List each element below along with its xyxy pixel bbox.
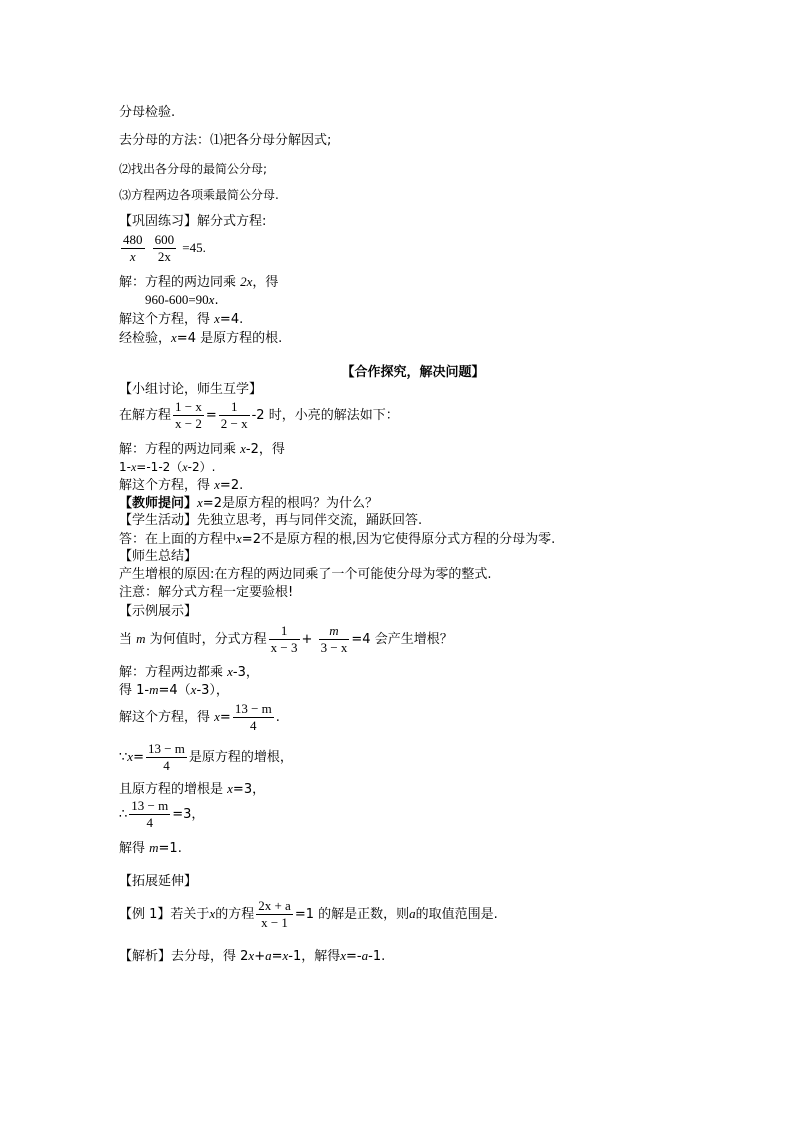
paragraph-text: 去分母的方法：⑴把各分母分解因式; <box>119 133 332 148</box>
paragraph-text: ⑶方程两边各项乘最简公分母. <box>119 188 279 202</box>
solution-line: 解：方程的两边同乘 x-2，得 <box>119 441 285 457</box>
answer-text: 答：在上面的方程中x=2不是原方程的根,因为它使得原分式方程的分母为零. <box>119 531 556 547</box>
solution-line: 得 1-m=4（x-3）， <box>119 682 229 698</box>
fraction: $\frac{m}{3 - x}$ <box>320 623 348 655</box>
paragraph-text: 分母检验. <box>119 105 176 120</box>
extend-header: 【拓展延伸】 <box>119 874 198 889</box>
fraction: $\frac{600}{2x}$ <box>154 232 175 264</box>
discussion-header: 【小组讨论，师生互学】 <box>119 382 263 397</box>
solution-line: ∵x= $\frac{13 - m}{4}$ 是原方程的增根， <box>119 741 293 773</box>
solution-line: 1-x=-1-2（x-2）. <box>119 460 216 474</box>
solution-line: 解：方程的两边同乘 2x，得 <box>119 274 279 290</box>
fraction: $\frac{13 - m}{4}$ <box>131 798 169 830</box>
solution-line: 解这个方程，得 x=4. <box>119 311 244 327</box>
solution-line: 解这个方程，得 x=2. <box>119 477 244 493</box>
fraction: $\frac{1}{x - 3}$ <box>270 623 298 655</box>
equation-1: $\frac{480}{x}$ $\frac{600}{2x}$ =45. <box>123 232 206 264</box>
equation-3: 当 m 为何值时，分式方程 $\frac{1}{x - 3}$ + $\frac{m}{3 - x}$ =4 会产生增根？ <box>119 623 453 655</box>
paragraph-text: ⑵找出各分母的最简公分母; <box>119 162 268 176</box>
practice-header: 【巩固练习】解分式方程: <box>119 214 267 229</box>
solution-line: 960-600=90x. <box>145 292 219 308</box>
analysis-text: 【解析】去分母，得 2x+a=x-1，解得x=-a-1. <box>119 948 386 964</box>
solution-line: 解得 m=1. <box>119 840 182 856</box>
teacher-question: 【教师提问】x=2是原方程的根吗？为什么？ <box>119 495 378 511</box>
example-header: 【示例展示】 <box>119 604 198 619</box>
fraction: $\frac{2x + a}{x - 1}$ <box>258 898 291 930</box>
summary-header: 【师生总结】 <box>119 549 198 564</box>
fraction: $\frac{480}{x}$ <box>123 232 143 264</box>
solution-line: 经检验，x=4 是原方程的根. <box>119 330 283 346</box>
solution-line: 解：方程两边都乘 x-3， <box>119 664 259 680</box>
equation-2: 在解方程 $\frac{1 - x}{x - 2}$ = $\frac{1}{2 - x}$ -2 时，小亮的解法如下： <box>119 399 399 431</box>
fraction: $\frac{13 - m}{4}$ <box>147 741 185 773</box>
summary-text: 注意：解分式方程一定要验根! <box>119 585 294 600</box>
solution-line: 解这个方程，得 x= $\frac{13 - m}{4}$ . <box>119 701 280 733</box>
fraction: $\frac{1}{2 - x}$ <box>220 399 248 431</box>
solution-line: ∴ $\frac{13 - m}{4}$ =3， <box>119 798 205 830</box>
fraction: $\frac{13 - m}{4}$ <box>234 701 272 733</box>
summary-text: 产生增根的原因:在方程的两边同乘了一个可能使分母为零的整式. <box>119 567 492 582</box>
solution-line: 且原方程的增根是 x=3， <box>119 781 266 797</box>
section-title: 【合作探究，解决问题】 <box>341 365 485 380</box>
example-1: 【例 1】若关于x的方程 $\frac{2x + a}{x - 1}$ =1 的解是正数，则a的取值范围是. <box>119 898 498 930</box>
fraction: $\frac{1 - x}{x - 2}$ <box>175 399 202 431</box>
student-activity: 【学生活动】先独立思考，再与同伴交流，踊跃回答. <box>119 513 423 528</box>
